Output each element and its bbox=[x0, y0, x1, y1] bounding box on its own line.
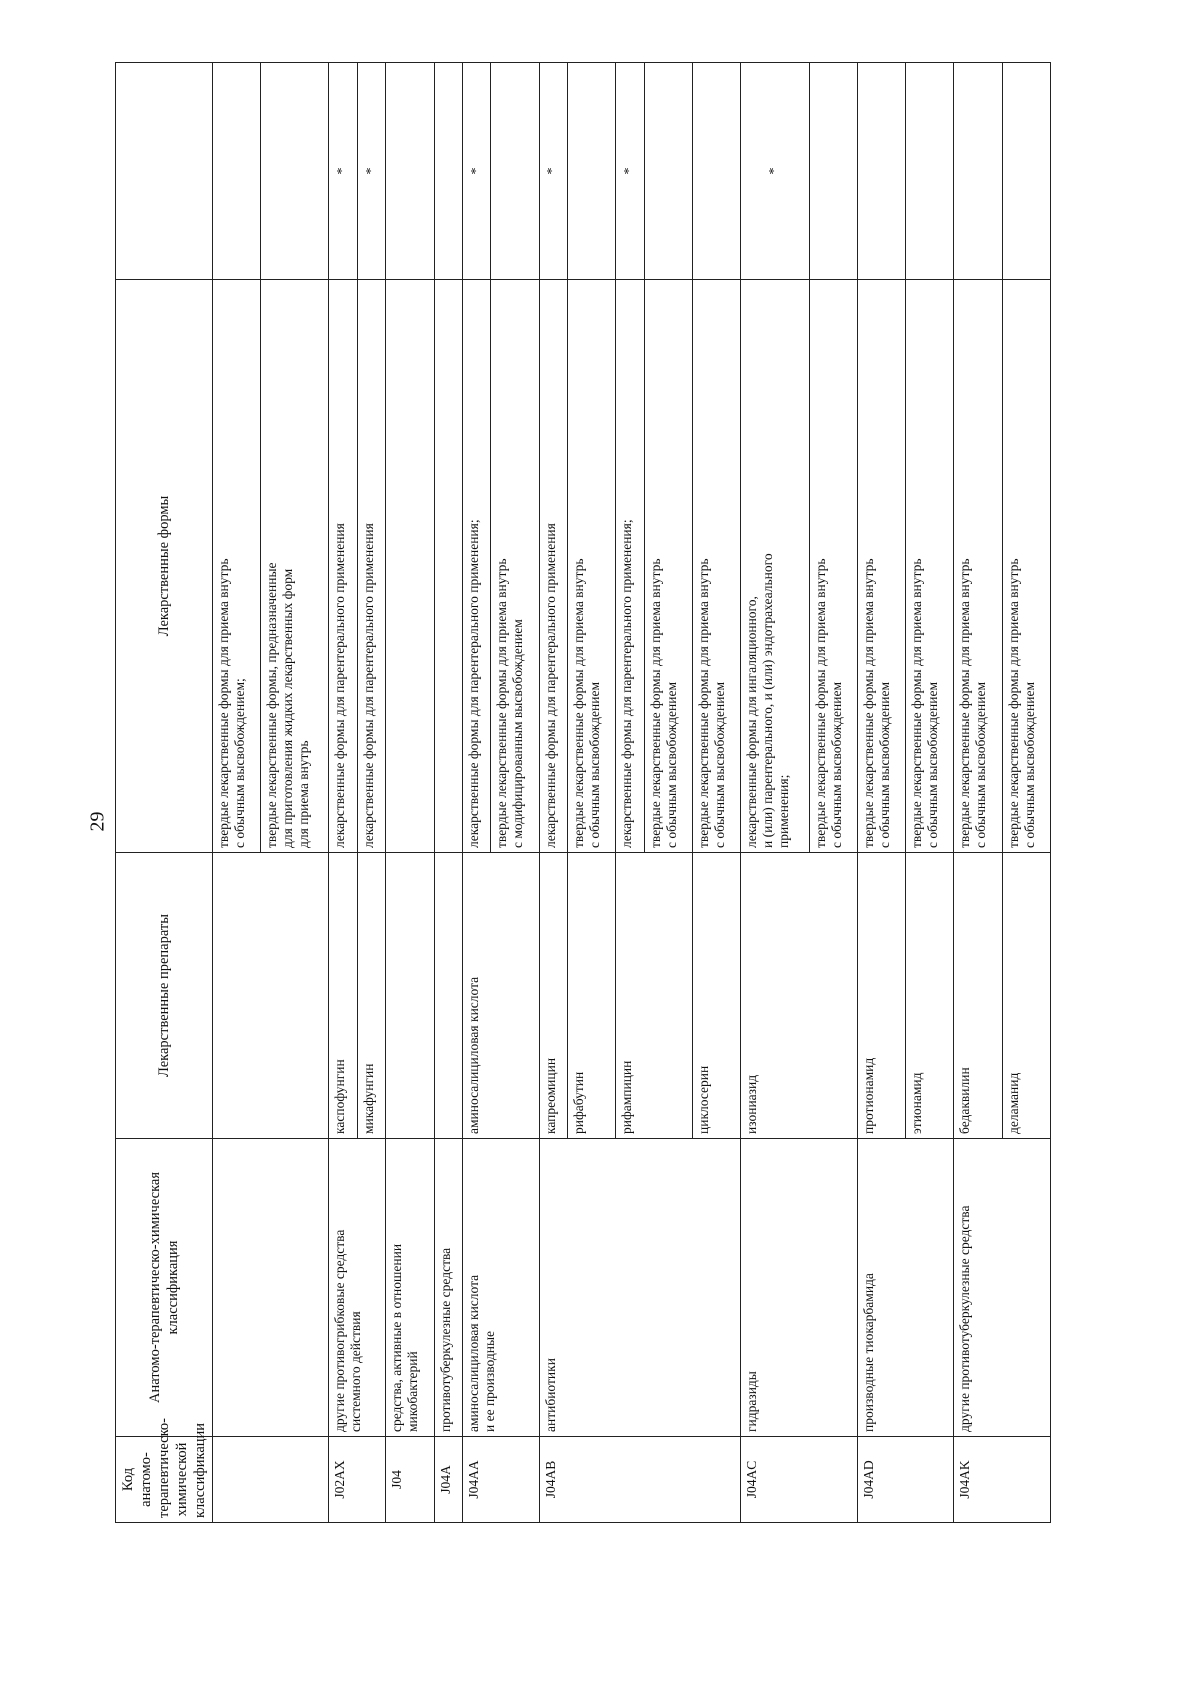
rotated-table-wrapper bbox=[115, 63, 1051, 1523]
class-cell: антибиотики bbox=[539, 1139, 741, 1437]
drug-cell bbox=[434, 853, 462, 1139]
mark-cell bbox=[1002, 63, 1050, 280]
mark-cell: * bbox=[463, 63, 491, 280]
page-number: 29 bbox=[86, 811, 109, 832]
header-code: Код анатомо- терапевтическо- химической классификации bbox=[116, 1437, 213, 1523]
class-cell: гидразиды bbox=[741, 1139, 857, 1437]
mark-cell bbox=[693, 63, 741, 280]
mark-cell bbox=[213, 63, 261, 280]
forms-cell: твердые лекарственные формы для приема внутрь с модифицированным высвобождением bbox=[491, 280, 539, 853]
drug-cell: этионамид bbox=[906, 853, 954, 1139]
code-cell: J04AA bbox=[463, 1437, 540, 1523]
mark-cell bbox=[491, 63, 539, 280]
drug-cell: изониазид bbox=[741, 853, 857, 1139]
code-cell: J04 bbox=[386, 1437, 434, 1523]
mark-cell bbox=[386, 63, 434, 280]
mark-cell: * bbox=[616, 63, 644, 280]
forms-cell: лекарственные формы для ингаляционного, и (или) парентерального, и (или) эндотрахеального применения; bbox=[741, 280, 809, 853]
code-cell: J04AC bbox=[741, 1437, 857, 1523]
forms-cell bbox=[434, 280, 462, 853]
drug-cell: протионамид bbox=[857, 853, 905, 1139]
drug-cell: аминосалициловая кислота bbox=[463, 853, 540, 1139]
forms-cell: твердые лекарственные формы для приема внутрь с обычным высвобождением bbox=[1002, 280, 1050, 853]
table-row bbox=[434, 63, 462, 1523]
mark-cell bbox=[434, 63, 462, 280]
header-mark bbox=[116, 63, 213, 280]
table-row bbox=[329, 63, 357, 1523]
table-row bbox=[539, 63, 567, 1523]
mark-cell bbox=[568, 63, 616, 280]
code-cell: J04AB bbox=[539, 1437, 741, 1523]
drug-table bbox=[115, 62, 1051, 1523]
forms-cell: твердые лекарственные формы для приема внутрь с обычным высвобождением bbox=[906, 280, 954, 853]
mark-cell: * bbox=[539, 63, 567, 280]
forms-cell bbox=[386, 280, 434, 853]
mark-cell: * bbox=[741, 63, 809, 280]
forms-cell: лекарственные формы для парентерального применения bbox=[357, 280, 385, 853]
table-row bbox=[213, 63, 261, 1523]
forms-cell: твердые лекарственные формы для приема внутрь с обычным высвобождением bbox=[644, 280, 692, 853]
forms-cell: твердые лекарственные формы для приема внутрь с обычным высвобождением bbox=[568, 280, 616, 853]
forms-cell: твердые лекарственные формы для приема внутрь с обычным высвобождением bbox=[857, 280, 905, 853]
drug-cell: капреомицин bbox=[539, 853, 567, 1139]
drug-cell: каспофунгин bbox=[329, 853, 357, 1139]
code-cell: J02AX bbox=[329, 1437, 386, 1523]
forms-cell: лекарственные формы для парентерального применения; bbox=[463, 280, 491, 853]
forms-cell: лекарственные формы для парентерального применения bbox=[539, 280, 567, 853]
table-row bbox=[741, 63, 809, 1523]
table-header-row bbox=[116, 63, 213, 1523]
forms-cell: твердые лекарственные формы для приема внутрь с обычным высвобождением bbox=[954, 280, 1002, 853]
header-classification: Анатомо-терапевтическо-химическая классификация bbox=[116, 1139, 213, 1437]
forms-cell: лекарственные формы для парентерального применения; bbox=[616, 280, 644, 853]
drug-cell: циклосерин bbox=[693, 853, 741, 1139]
class-cell: противотуберкулезные средства bbox=[434, 1139, 462, 1437]
code-cell: J04A bbox=[434, 1437, 462, 1523]
forms-cell: твердые лекарственные формы, предназначенные для приготовления жидких лекарственных форм для приема внутрь bbox=[261, 280, 329, 853]
drug-cell bbox=[386, 853, 434, 1139]
class-cell: средства, активные в отношении микобактерий bbox=[386, 1139, 434, 1437]
mark-cell bbox=[954, 63, 1002, 280]
table-row bbox=[954, 63, 1002, 1523]
forms-cell: твердые лекарственные формы для приема внутрь с обычным высвобождением bbox=[809, 280, 857, 853]
drug-cell: деламанид bbox=[1002, 853, 1050, 1139]
forms-cell: твердые лекарственные формы для приема внутрь с обычным высвобождением; bbox=[213, 280, 261, 853]
class-cell: другие противотуберкулезные средства bbox=[954, 1139, 1051, 1437]
table-row bbox=[463, 63, 491, 1523]
mark-cell bbox=[809, 63, 857, 280]
header-forms: Лекарственные формы bbox=[116, 280, 213, 853]
class-cell: аминосалициловая кислота и ее производные bbox=[463, 1139, 540, 1437]
class-cell bbox=[213, 1139, 329, 1437]
drug-cell: бедаквилин bbox=[954, 853, 1002, 1139]
mark-cell bbox=[857, 63, 905, 280]
forms-cell: лекарственные формы для парентерального применения bbox=[329, 280, 357, 853]
drug-cell: рифампицин bbox=[616, 853, 693, 1139]
drug-cell: микафунгин bbox=[357, 853, 385, 1139]
mark-cell bbox=[906, 63, 954, 280]
table-row bbox=[386, 63, 434, 1523]
mark-cell bbox=[261, 63, 329, 280]
code-cell: J04AK bbox=[954, 1437, 1051, 1523]
table-row bbox=[857, 63, 905, 1523]
drug-cell: рифабутин bbox=[568, 853, 616, 1139]
drug-cell bbox=[213, 853, 329, 1139]
mark-cell: * bbox=[329, 63, 357, 280]
class-cell: производные тиокарбамида bbox=[857, 1139, 954, 1437]
forms-cell: твердые лекарственные формы для приема внутрь с обычным высвобождением bbox=[693, 280, 741, 853]
mark-cell: * bbox=[357, 63, 385, 280]
header-drugs: Лекарственные препараты bbox=[116, 853, 213, 1139]
code-cell bbox=[213, 1437, 329, 1523]
mark-cell bbox=[644, 63, 692, 280]
class-cell: другие противогрибковые средства системного действия bbox=[329, 1139, 386, 1437]
code-cell: J04AD bbox=[857, 1437, 954, 1523]
